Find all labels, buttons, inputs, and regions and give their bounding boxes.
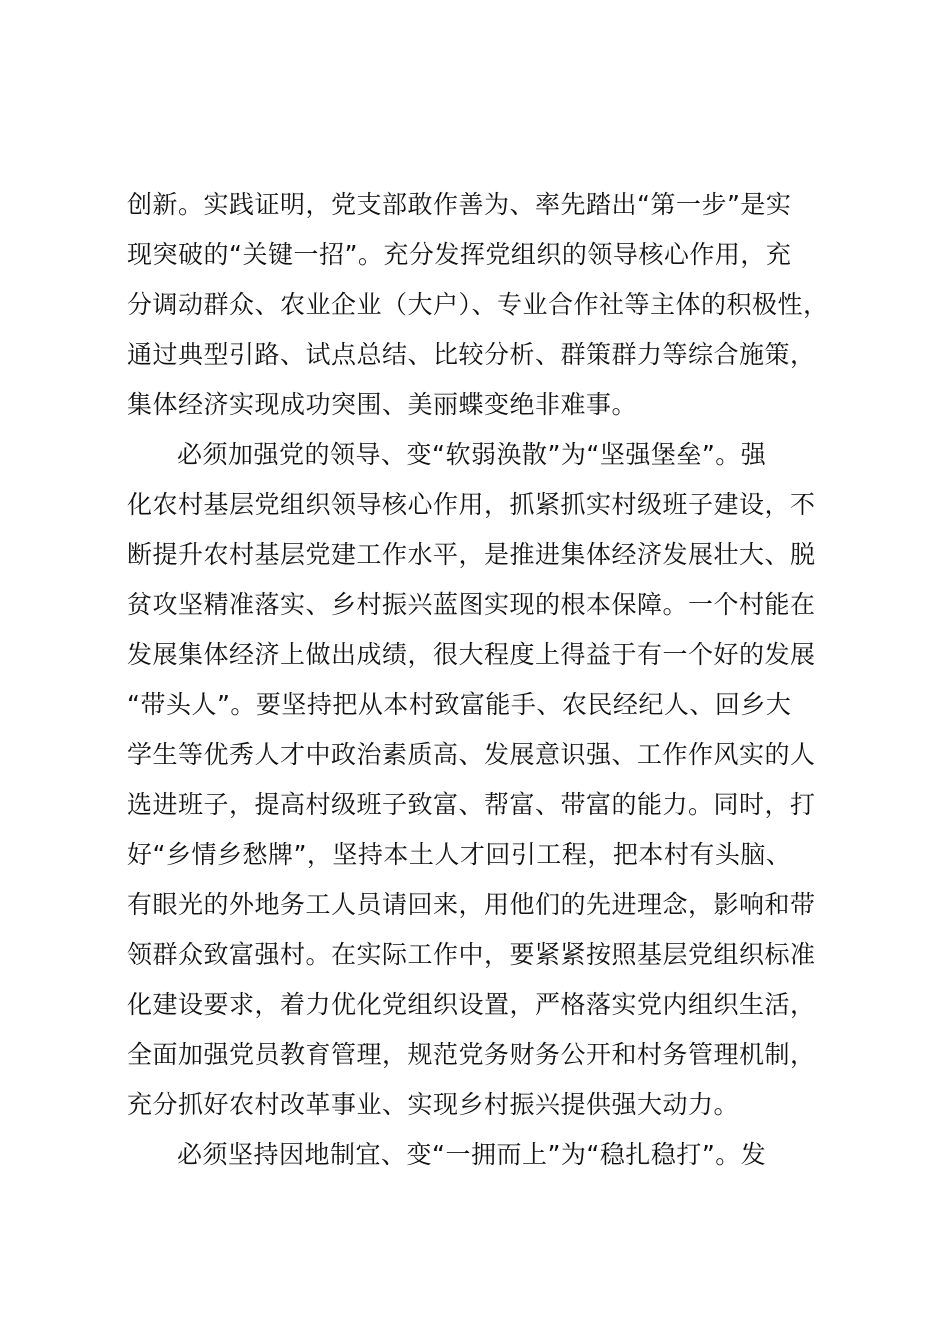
text-line: 充分抓好农村改革事业、实现乡村振兴提供强大动力。 (127, 1090, 740, 1119)
text-line: 断提升农村基层党建工作水平，是推进集体经济发展壮大、脱 (127, 540, 816, 569)
paragraph-first-line: 必须加强党的领导、变“软弱涣散”为“坚强堡垒”。强 (177, 440, 767, 469)
text-line: 选进班子，提高村级班子致富、帮富、带富的能力。同时，打 (127, 790, 816, 819)
paragraph-first-line: 必须坚持因地制宜、变“一拥而上”为“稳扎稳打”。发 (177, 1140, 767, 1169)
text-line: “带头人”。要坚持把从本村致富能手、农民经纪人、回乡大 (127, 690, 792, 719)
text-line: 发展集体经济上做出成绩，很大程度上得益于有一个好的发展 (127, 640, 816, 669)
text-line: 分调动群众、农业企业（大户）、专业合作社等主体的积极性， (127, 290, 829, 319)
text-line: 通过典型引路、试点总结、比较分析、群策群力等综合施策， (127, 340, 816, 369)
text-line: 好“乡情乡愁牌”，坚持本土人才回引工程，把本村有头脑、 (127, 840, 792, 869)
text-line: 化建设要求，着力优化党组织设置，严格落实党内组织生活， (127, 990, 816, 1019)
text-line: 化农村基层党组织领导核心作用，抓紧抓实村级班子建设，不 (127, 490, 816, 519)
text-line: 有眼光的外地务工人员请回来，用他们的先进理念，影响和带 (127, 890, 816, 919)
text-line: 现突破的“关键一招”。充分发挥党组织的领导核心作用，充 (127, 240, 792, 269)
text-line: 全面加强党员教育管理，规范党务财务公开和村务管理机制， (127, 1040, 816, 1069)
text-line: 贫攻坚精准落实、乡村振兴蓝图实现的根本保障。一个村能在 (127, 590, 816, 619)
text-line: 领群众致富强村。在实际工作中，要紧紧按照基层党组织标准 (127, 940, 816, 969)
text-line: 学生等优秀人才中政治素质高、发展意识强、工作作风实的人 (127, 740, 816, 769)
text-line: 集体经济实现成功突围、美丽蝶变绝非难事。 (127, 390, 638, 419)
text-line: 创新。实践证明，党支部敢作善为、率先踏出“第一步”是实 (127, 190, 792, 219)
